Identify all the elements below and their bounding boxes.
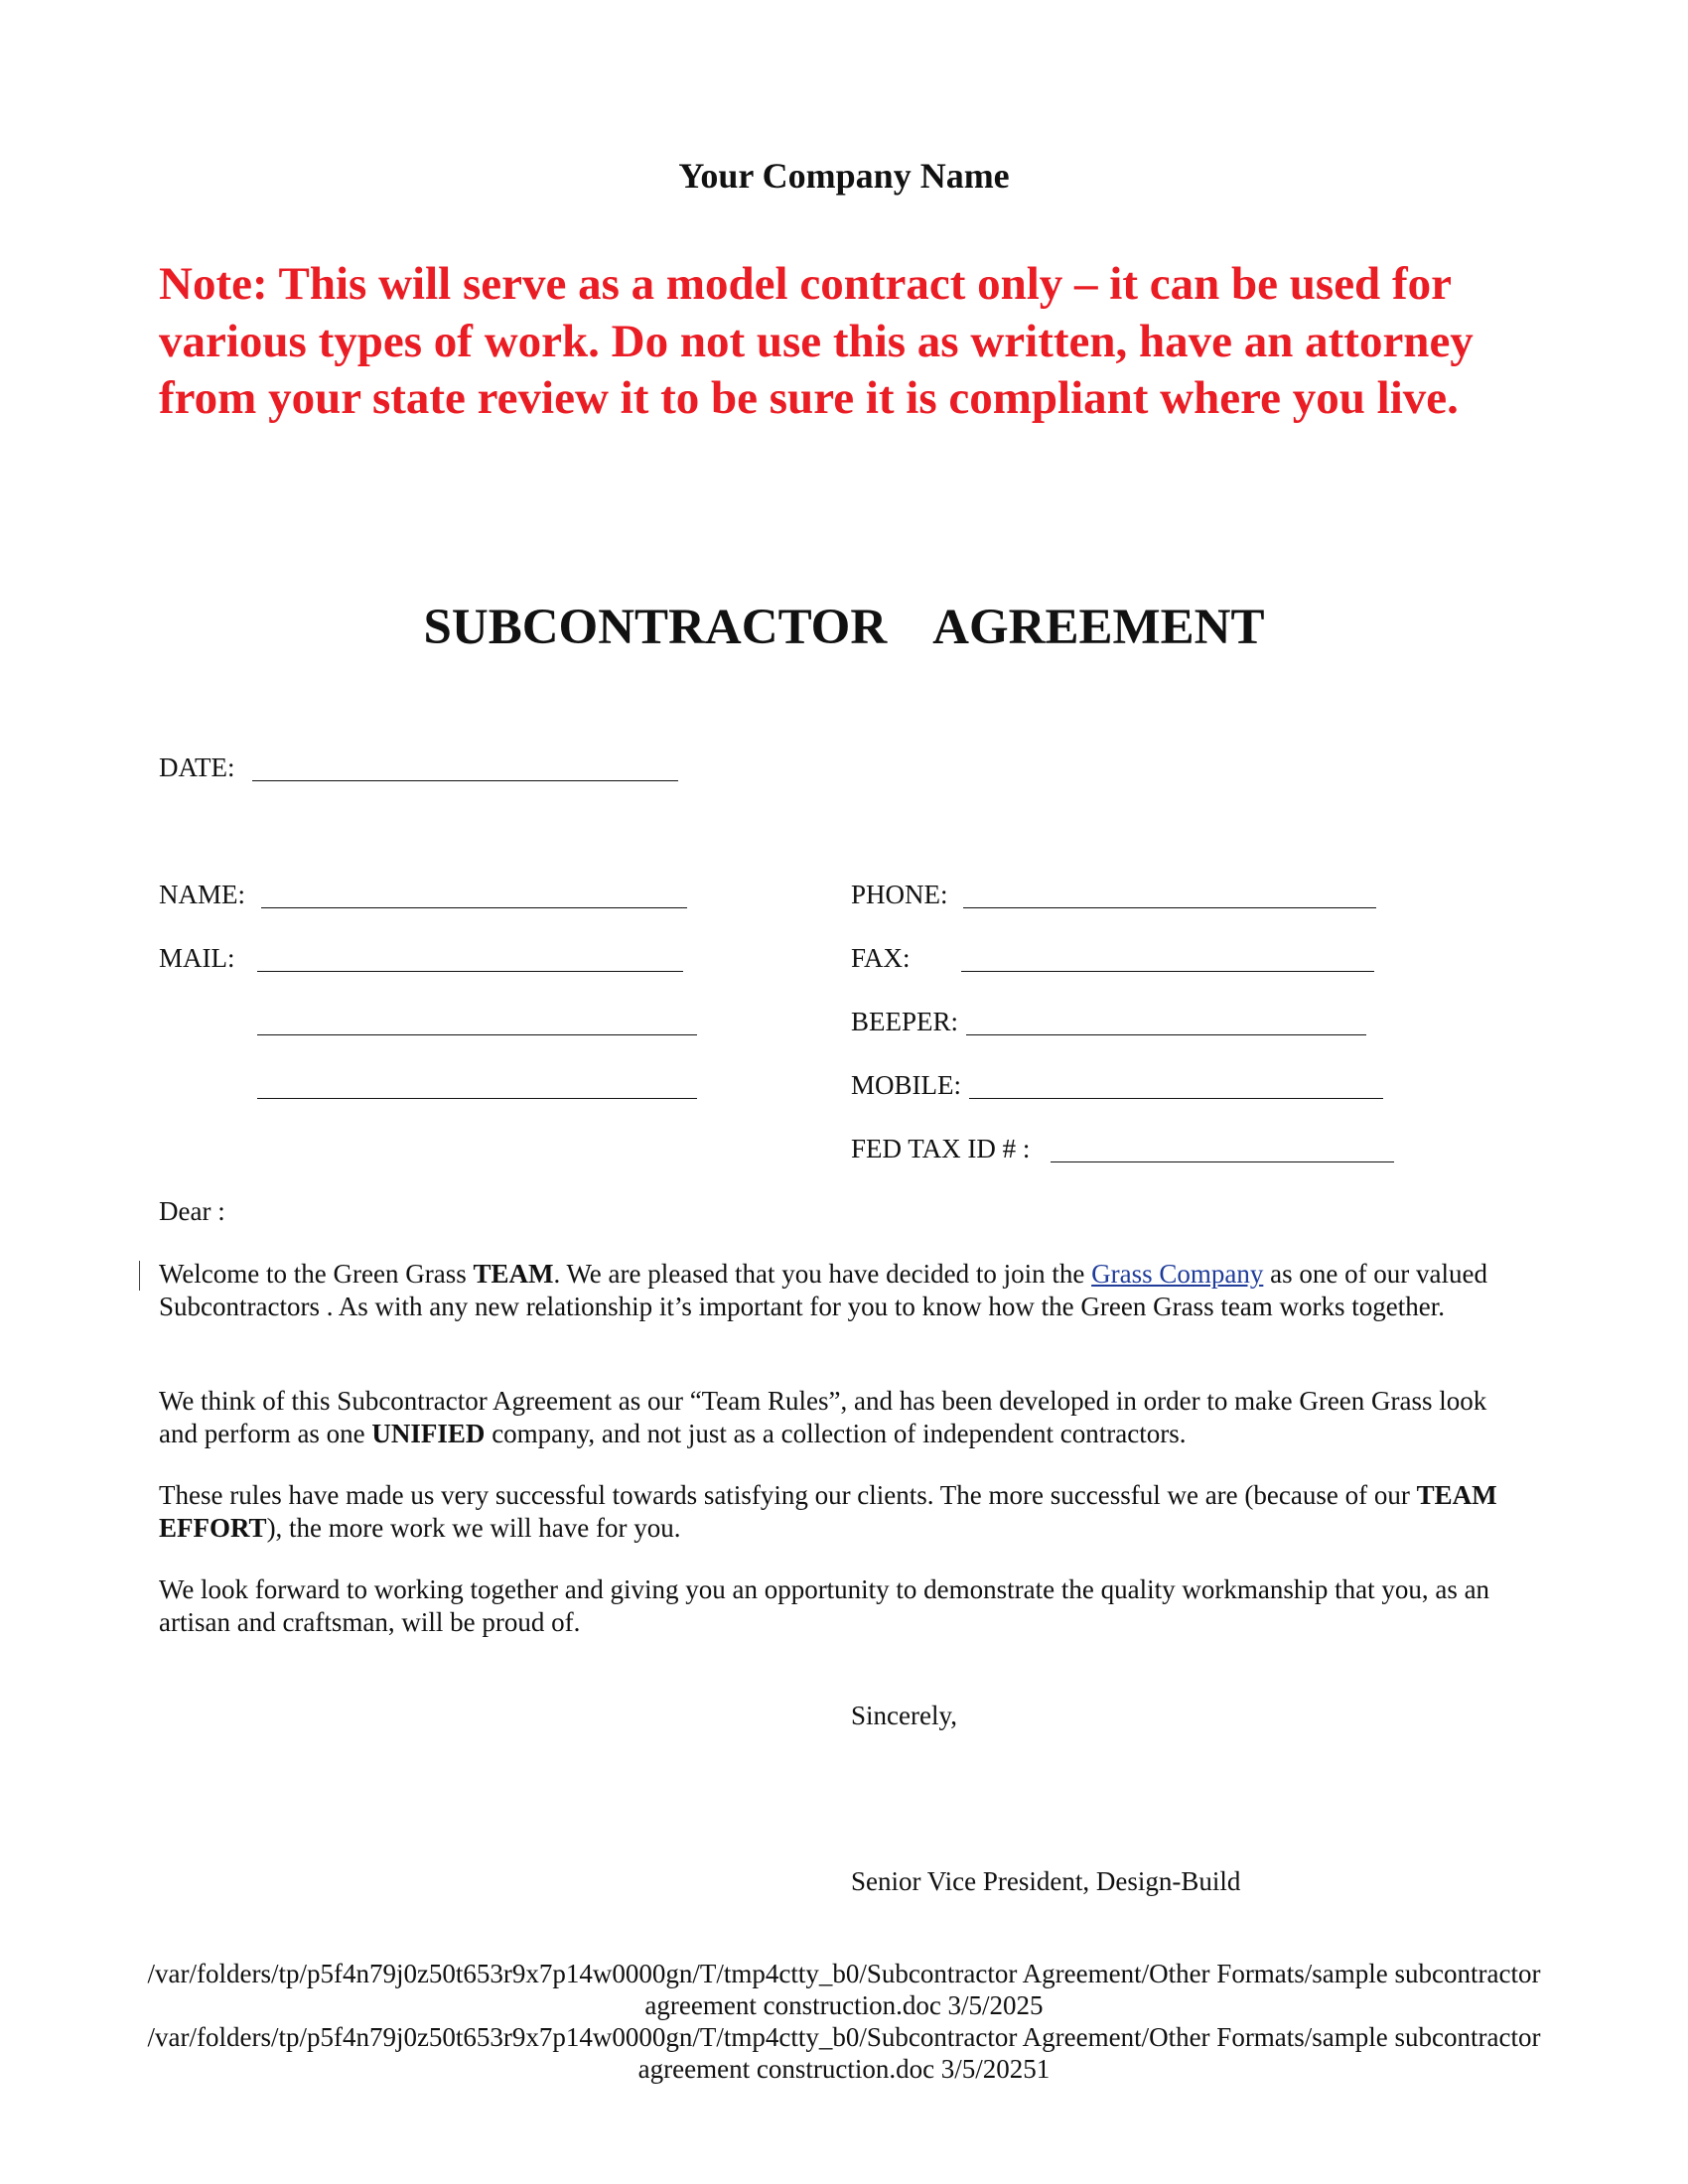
date-field[interactable] bbox=[252, 780, 678, 781]
welcome-team-bold: TEAM bbox=[473, 1259, 554, 1289]
closing-sincerely: Sincerely, bbox=[851, 1701, 957, 1730]
footer-file-path bbox=[119, 1958, 1569, 2085]
fax-label: FAX: bbox=[851, 943, 911, 973]
welcome-text-1: Welcome to the Green Grass bbox=[159, 1259, 474, 1289]
greeting: Dear : bbox=[159, 1196, 225, 1226]
welcome-text-3: as one of our valued Subcontractors . As with any new relationship it’s important for you to know how the Green Grass team works together. bbox=[159, 1259, 1488, 1321]
beeper-field[interactable] bbox=[966, 1034, 1366, 1035]
fed-tax-id-label: FED TAX ID # : bbox=[851, 1134, 1031, 1163]
beeper-label: BEEPER: bbox=[851, 1007, 959, 1036]
mail-field-line-1[interactable] bbox=[257, 971, 683, 972]
mobile-label: MOBILE: bbox=[851, 1070, 961, 1100]
success-text-1: These rules have made us very successful towards satisfying our clients. The more successful we are (because of our bbox=[159, 1480, 1417, 1510]
title-word-subcontractor: SUBCONTRACTOR bbox=[423, 600, 888, 655]
mobile-field[interactable] bbox=[969, 1098, 1383, 1099]
grass-company-link[interactable]: Grass Company bbox=[1091, 1259, 1264, 1289]
phone-field[interactable] bbox=[963, 907, 1376, 908]
footer-path-line-1: /var/folders/tp/p5f4n79j0z50t653r9x7p14w0000gn/T/tmp4ctty_b0/Subcontractor Agreement/Other Formats/sample subcontractor agreement construction.doc 3/5/2025 bbox=[147, 1959, 1541, 2020]
company-name: Your Company Name bbox=[678, 156, 1010, 196]
welcome-text-2: . We are pleased that you have decided to join the bbox=[553, 1259, 1092, 1289]
mail-label: MAIL: bbox=[159, 943, 235, 973]
footer-path-line-2: /var/folders/tp/p5f4n79j0z50t653r9x7p14w0000gn/T/tmp4ctty_b0/Subcontractor Agreement/Other Formats/sample subcontractor agreement construction.doc 3/5/20251 bbox=[147, 2022, 1541, 2084]
closing-paragraph: We look forward to working together and giving you an opportunity to demonstrate the quality workmanship that you, as an artisan and craftsman, will be proud of. bbox=[159, 1574, 1490, 1637]
name-field[interactable] bbox=[261, 907, 687, 908]
mail-field-line-3[interactable] bbox=[257, 1098, 697, 1099]
success-paragraph bbox=[159, 1479, 1519, 1544]
welcome-paragraph bbox=[159, 1258, 1519, 1322]
revision-change-bar bbox=[139, 1261, 140, 1291]
title-word-agreement: AGREEMENT bbox=[932, 600, 1265, 655]
date-label: DATE: bbox=[159, 752, 235, 782]
fed-tax-id-field[interactable] bbox=[1051, 1161, 1394, 1162]
team-rules-text-2: company, and not just as a collection of independent contractors. bbox=[485, 1418, 1187, 1448]
phone-label: PHONE: bbox=[851, 880, 948, 909]
unified-bold: UNIFIED bbox=[371, 1418, 486, 1448]
mail-field-line-2[interactable] bbox=[257, 1034, 697, 1035]
fax-field[interactable] bbox=[961, 971, 1374, 972]
document-title bbox=[0, 598, 1688, 657]
team-rules-text-1: We think of this Subcontractor Agreement as our “Team Rules”, and has been developed in order to make Green Grass look and perform as one bbox=[159, 1386, 1487, 1448]
signature-title: Senior Vice President, Design-Build bbox=[851, 1866, 1241, 1896]
disclaimer-note: Note: This will serve as a model contract only – it can be used for various types of work. Do not use this as written, have an attorney from your state review it to be sure it is compliant where you live. bbox=[159, 258, 1474, 424]
team-effort-bold: TEAM EFFORT bbox=[159, 1480, 1497, 1543]
name-label: NAME: bbox=[159, 880, 245, 909]
team-rules-paragraph bbox=[159, 1385, 1519, 1449]
success-text-2: ), the more work we will have for you. bbox=[266, 1512, 681, 1543]
